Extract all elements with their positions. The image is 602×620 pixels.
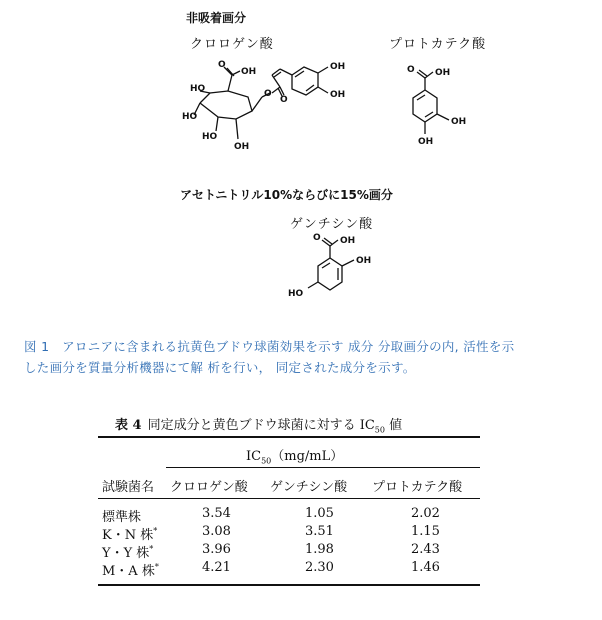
svg-text:O: O [313,233,321,243]
column-header-protocatechuic: プロトカテク酸 [372,480,463,495]
row-label: Y・Y 株* [102,544,154,561]
svg-text:O: O [264,89,272,99]
svg-text:OH: OH [418,137,434,147]
cell-chlorogenic: 3.54 [202,506,231,521]
svg-text:O: O [218,60,226,70]
svg-text:OH: OH [340,236,356,246]
column-header-rule [98,498,480,499]
row-label: 標準株 [102,510,142,525]
cell-protocatechuic: 1.15 [411,524,440,539]
svg-text:OH: OH [435,68,451,78]
cell-gentisic: 3.51 [305,524,334,539]
svg-text:OH: OH [330,62,346,72]
svg-text:OH: OH [234,142,250,152]
svg-text:OH: OH [451,117,467,127]
group-header-subscript: 50 [261,456,272,466]
protocatechuic-acid-structure [395,58,485,158]
group-header-ic: IC [246,449,262,464]
svg-text:O: O [280,95,288,105]
gentisic-acid-name: ゲンチシン酸 [290,217,374,232]
row-label: M・A 株* [102,562,159,579]
gentisic-acid-structure [288,232,390,322]
chlorogenic-acid-name: クロロゲン酸 [190,37,274,52]
chlorogenic-acid-structure [180,55,360,165]
svg-text:OH: OH [356,256,372,266]
column-header-gentisic: ゲンチシン酸 [270,480,348,495]
table-title-end: 値 [384,418,403,433]
non-adsorbed-fraction-label: 非吸着画分 [186,11,247,25]
cell-protocatechuic: 1.46 [411,560,440,575]
column-header-strain: 試験菌名 [102,480,155,495]
table-bottom-rule [98,584,480,586]
svg-text:O: O [407,65,415,75]
cell-gentisic: 1.98 [305,542,334,557]
table-title-subscript: 50 [374,425,385,435]
figure-caption [24,336,584,378]
column-header-chlorogenic: クロロゲン酸 [170,480,248,495]
cell-protocatechuic: 2.43 [411,542,440,557]
svg-text:OH: OH [241,67,257,77]
quinic-ring [200,91,252,119]
protocatechuic-acid-name: プロトカテク酸 [389,37,487,52]
group-header-rule [166,467,480,468]
table-title-text: 同定成分と黄色ブドウ球菌に対する IC [147,418,375,433]
cell-chlorogenic: 3.96 [202,542,231,557]
table-top-rule [98,436,480,438]
svg-text:HO: HO [182,112,198,122]
group-header-unit: （mg/mL） [271,449,344,464]
row-label: K・N 株* [102,526,158,543]
svg-text:HO: HO [288,289,304,299]
cell-protocatechuic: 2.02 [411,506,440,521]
caption-line-2: した画分を質量分析機器にて解 析を行い， 同定された成分を示す。 [24,360,416,375]
cell-chlorogenic: 4.21 [202,560,231,575]
svg-text:OH: OH [330,90,346,100]
table-number: 表 4 [115,418,142,433]
ic50-group-header [246,445,343,466]
caption-line-1: 図 1 アロニアに含まれる抗黄色ブドウ球菌効果を示す 成分 分取画分の内, 活性を示 [24,339,515,354]
table-title [115,414,402,435]
svg-text:HO: HO [190,84,206,94]
cell-gentisic: 1.05 [305,506,334,521]
svg-text:HO: HO [202,132,218,142]
cell-chlorogenic: 3.08 [202,524,231,539]
cell-gentisic: 2.30 [305,560,334,575]
acetonitrile-fraction-label: アセトニトリル10%ならびに15%画分 [180,188,393,202]
